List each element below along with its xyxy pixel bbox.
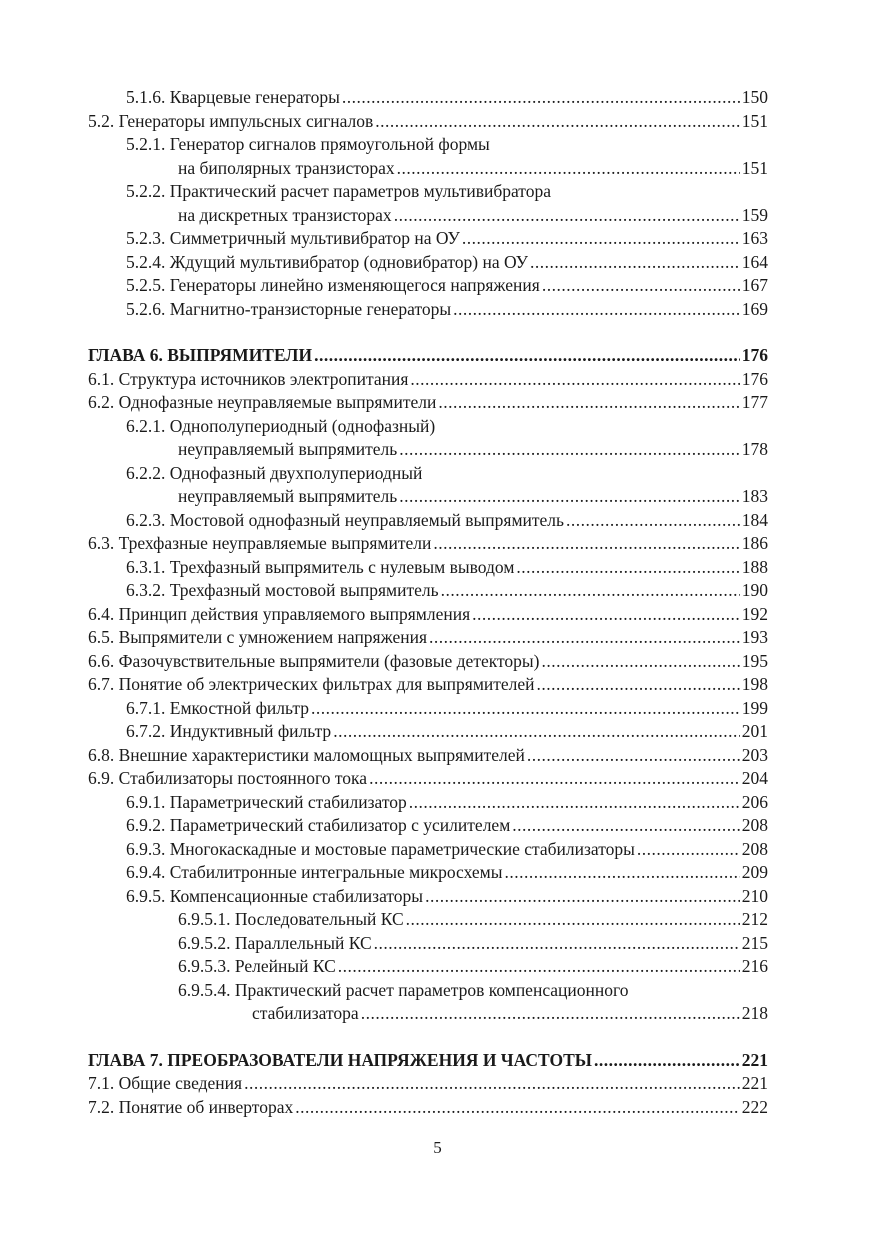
toc-entry-page: 208	[741, 838, 768, 859]
toc-leader-dots	[530, 251, 740, 275]
toc-entry	[88, 1072, 768, 1096]
toc-leader-dots	[369, 767, 740, 791]
toc-entry	[88, 603, 768, 627]
toc-entry-page: 204	[741, 768, 768, 788]
toc-entry	[88, 251, 768, 275]
toc-entry	[88, 1002, 768, 1026]
toc-entry-page: 151	[741, 157, 768, 178]
toc-entry-page: 209	[741, 862, 768, 882]
toc-entry	[88, 650, 768, 674]
toc-entry	[88, 391, 768, 415]
toc-entry-title: 5.2. Генераторы импульсных сигналов	[88, 110, 374, 131]
toc-entry-title-line1: 6.2.1. Однополупериодный (однофазный)	[126, 415, 436, 436]
toc-entry	[88, 1096, 768, 1120]
toc-entry	[88, 556, 768, 580]
toc-leader-dots	[453, 298, 740, 322]
toc-leader-dots	[537, 673, 740, 697]
toc-entry-page: 222	[741, 1096, 768, 1117]
toc-entry-page: 221	[741, 1073, 768, 1093]
toc-leader-dots	[512, 814, 739, 838]
toc-leader-dots	[637, 838, 740, 862]
toc-entry-page: 150	[741, 87, 768, 107]
toc-entry-page: 188	[741, 556, 768, 577]
toc-leader-dots	[361, 1002, 740, 1026]
toc-entry-page: 195	[741, 650, 768, 671]
toc-entry-title: 6.7.1. Емкостной фильтр	[126, 697, 309, 718]
toc-leader-dots	[438, 391, 739, 415]
toc-entry-title: 6.9.5.1. Последовательный КС	[178, 909, 404, 929]
toc-entry-title: 6.3.2. Трехфазный мостовой выпрямитель	[126, 580, 439, 600]
toc-leader-dots	[566, 509, 740, 533]
toc-entry-page: 190	[741, 580, 768, 600]
toc-leader-dots	[594, 1049, 740, 1073]
toc-entry-page: 186	[741, 533, 768, 553]
toc-entry	[88, 626, 768, 650]
toc-leader-dots	[429, 626, 740, 650]
toc-entry-title-line1: 6.9.5.4. Практический расчет параметров компенсационного	[178, 979, 629, 1000]
toc-entry	[88, 579, 768, 603]
toc-entry-title: 6.9.3. Многокаскадные и мостовые параметрические стабилизаторы	[126, 838, 635, 859]
toc-entry	[88, 955, 768, 979]
toc-leader-dots	[374, 932, 740, 956]
toc-leader-dots	[441, 579, 740, 603]
toc-entry	[88, 720, 768, 744]
toc-entry-page: 203	[741, 744, 768, 765]
toc-leader-dots	[399, 438, 740, 462]
toc-entry-title: 5.2.3. Симметричный мультивибратор на ОУ	[126, 228, 460, 248]
toc-entry-page: 167	[741, 275, 768, 295]
toc-entry-title: ГЛАВА 6. ВЫПРЯМИТЕЛИ	[88, 345, 313, 365]
toc-entry-title: 6.9.5. Компенсационные стабилизаторы	[126, 885, 424, 906]
toc-entry-title: 6.2. Однофазные неуправляемые выпрямители	[88, 392, 437, 412]
toc-entry	[88, 814, 768, 838]
toc-leader-dots	[433, 532, 739, 556]
toc-leader-dots	[333, 720, 740, 744]
toc-entry-title: 6.9.1. Параметрический стабилизатор	[126, 791, 407, 812]
toc-entry	[88, 227, 768, 251]
toc-leader-dots	[311, 697, 740, 721]
toc-leader-dots	[397, 157, 740, 181]
toc-leader-dots	[516, 556, 739, 580]
toc-entry-title: неуправляемый выпрямитель	[178, 486, 398, 506]
toc-entry	[88, 697, 768, 721]
toc-leader-dots	[542, 650, 740, 674]
toc-leader-dots	[527, 744, 740, 768]
toc-entry	[88, 861, 768, 885]
toc-entry	[88, 274, 768, 298]
toc-leader-dots	[410, 368, 739, 392]
toc-entry-title: 5.2.6. Магнитно-транзисторные генераторы	[126, 298, 452, 319]
toc-entry-page: 177	[741, 392, 768, 412]
toc-entry	[88, 885, 768, 909]
toc-entry	[88, 838, 768, 862]
toc-entry-page: 201	[741, 721, 768, 741]
toc-entry-page: 151	[741, 110, 768, 131]
toc-entry-page: 221	[741, 1049, 768, 1070]
toc-chapter-heading	[88, 1049, 768, 1073]
toc-entry-title: 6.5. Выпрямители с умножением напряжения	[88, 627, 428, 647]
toc-entry-page: 192	[741, 603, 768, 624]
toc-leader-dots	[375, 110, 739, 134]
toc-entry-title: стабилизатора	[252, 1003, 359, 1023]
toc-entry-page: 184	[741, 509, 768, 530]
toc-entry-title: 6.8. Внешние характеристики маломощных выпрямителей	[88, 744, 525, 765]
toc-leader-dots	[462, 227, 740, 251]
toc-leader-dots	[295, 1096, 740, 1120]
table-of-contents	[88, 86, 768, 1119]
toc-entry-page: 212	[741, 909, 768, 929]
toc-entry-title: 5.2.4. Ждущий мультивибратор (одновибратор) на ОУ	[126, 251, 529, 272]
toc-leader-dots	[425, 885, 740, 909]
page-number: 5	[433, 1138, 442, 1157]
toc-entry-title: 6.3. Трехфазные неуправляемые выпрямители	[88, 533, 432, 553]
toc-entry-page: 159	[741, 204, 768, 225]
toc-entry	[88, 368, 768, 392]
toc-chapter-heading	[88, 344, 768, 368]
toc-entry	[88, 908, 768, 932]
toc-entry	[88, 767, 768, 791]
toc-leader-dots	[542, 274, 740, 298]
toc-entry	[88, 673, 768, 697]
toc-entry	[88, 438, 768, 462]
toc-entry	[88, 744, 768, 768]
toc-entry-title: 6.9.5.2. Параллельный КС	[178, 932, 372, 953]
toc-entry-page: 199	[741, 697, 768, 718]
toc-entry-title: ГЛАВА 7. ПРЕОБРАЗОВАТЕЛИ НАПРЯЖЕНИЯ И ЧАСТОТЫ	[88, 1049, 592, 1070]
toc-entry-page: 208	[741, 815, 768, 835]
toc-leader-dots	[472, 603, 740, 627]
toc-entry-title: 6.4. Принцип действия управляемого выпрямления	[88, 603, 471, 624]
toc-entry-page: 164	[741, 251, 768, 272]
toc-entry-title-line1: 6.2.2. Однофазный двухполупериодный	[126, 462, 423, 483]
toc-entry-page: 218	[741, 1003, 768, 1023]
toc-entry	[88, 932, 768, 956]
toc-entry-page: 183	[741, 486, 768, 506]
toc-entry-title: 6.7. Понятие об электрических фильтрах для выпрямителей	[88, 674, 535, 694]
toc-entry-page: 206	[741, 791, 768, 812]
toc-entry-title: 6.2.3. Мостовой однофазный неуправляемый выпрямитель	[126, 509, 565, 530]
toc-leader-dots	[314, 344, 740, 368]
toc-entry-title: 7.1. Общие сведения	[88, 1073, 243, 1093]
toc-entry-page: 163	[741, 228, 768, 248]
toc-entry-title-line1: 5.2.2. Практический расчет параметров мультивибратора	[126, 181, 551, 201]
toc-entry-title: 6.9.2. Параметрический стабилизатор с усилителем	[126, 815, 511, 835]
toc-entry	[88, 298, 768, 322]
toc-entry-title: 6.9. Стабилизаторы постоянного тока	[88, 768, 368, 788]
toc-entry	[88, 791, 768, 815]
toc-entry	[88, 509, 768, 533]
toc-entry-page: 216	[741, 956, 768, 976]
toc-entry	[88, 204, 768, 228]
toc-leader-dots	[399, 485, 740, 509]
toc-entry-page: 169	[741, 298, 768, 319]
toc-entry	[88, 157, 768, 181]
toc-leader-dots	[338, 955, 740, 979]
toc-leader-dots	[394, 204, 740, 228]
toc-entry-title: на дискретных транзисторах	[178, 204, 392, 225]
toc-leader-dots	[409, 791, 740, 815]
toc-entry-title: 7.2. Понятие об инверторах	[88, 1096, 294, 1117]
toc-leader-dots	[244, 1072, 740, 1096]
toc-leader-dots	[342, 86, 740, 110]
toc-entry-title: 6.1. Структура источников электропитания	[88, 368, 409, 389]
toc-entry-page: 176	[741, 368, 768, 389]
toc-entry-page: 210	[741, 885, 768, 906]
toc-entry-title: на биполярных транзисторах	[178, 157, 395, 178]
toc-entry-title: 5.2.5. Генераторы линейно изменяющегося напряжения	[126, 275, 540, 295]
toc-entry-title: 6.9.5.3. Релейный КС	[178, 956, 336, 976]
toc-leader-dots	[504, 861, 739, 885]
toc-entry-title-line1: 5.2.1. Генератор сигналов прямоугольной формы	[126, 134, 490, 154]
toc-entry	[88, 532, 768, 556]
toc-entry-title: 6.7.2. Индуктивный фильтр	[126, 721, 332, 741]
toc-entry	[88, 485, 768, 509]
toc-entry-title: 6.6. Фазочувствительные выпрямители (фазовые детекторы)	[88, 650, 540, 671]
toc-entry-title: 5.1.6. Кварцевые генераторы	[126, 87, 340, 107]
toc-entry	[88, 110, 768, 134]
toc-entry-page: 215	[741, 932, 768, 953]
toc-entry-title: 6.3.1. Трехфазный выпрямитель с нулевым выводом	[126, 556, 515, 577]
toc-leader-dots	[406, 908, 740, 932]
toc-entry-page: 178	[741, 439, 768, 459]
toc-entry-page: 198	[741, 674, 768, 694]
toc-entry-title: 6.9.4. Стабилитронные интегральные микросхемы	[126, 862, 503, 882]
toc-entry-page: 193	[741, 627, 768, 647]
toc-entry-page: 176	[741, 345, 768, 365]
toc-entry	[88, 86, 768, 110]
toc-entry-title: неуправляемый выпрямитель	[178, 439, 398, 459]
